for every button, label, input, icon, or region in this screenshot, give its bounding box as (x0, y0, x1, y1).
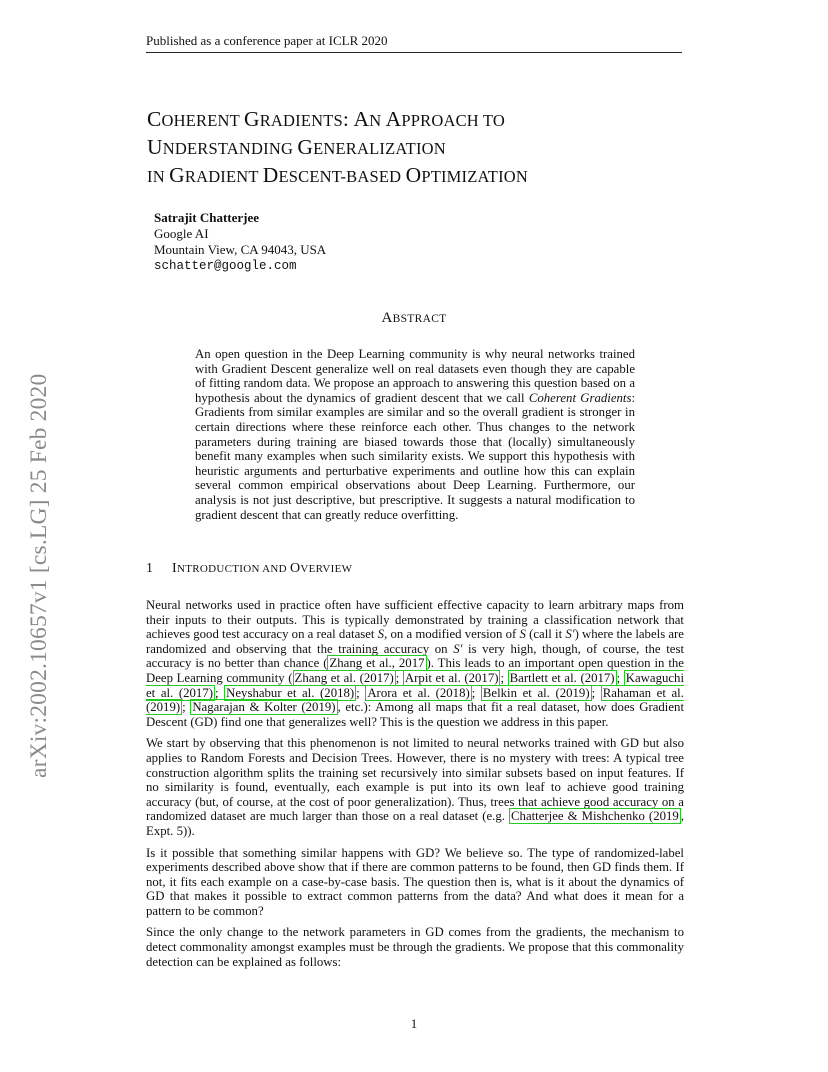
citation-link[interactable]: Zhang et al. (2017) (294, 670, 394, 685)
page-number: 1 (410, 1016, 418, 1031)
abstract-text (195, 347, 635, 522)
abstract-term: Coherent Gradients (528, 390, 632, 405)
math-symbol: S′ (565, 627, 575, 642)
arxiv-stamp: arXiv:2002.10657v1 [cs.LG] 25 Feb 2020 (26, 373, 52, 778)
title-line-3: IN GRADIENT DESCENT-BASED OPTIMIZATION (147, 163, 529, 187)
paper-title (147, 106, 707, 190)
abstract-part-1: An open question in the Deep Learning community is why neural networks trained with Gradient Descent generalize well on real datasets even though they are capable of fitting random data. We propose an approach to answering this question based on a hypothesis about the dynamics of gradient descent that we call (195, 347, 635, 405)
section-number: 1 (146, 561, 154, 576)
math-symbol: S′ (453, 641, 463, 656)
citation-link[interactable]: Arpit et al. (2017) (404, 670, 499, 685)
citation-link[interactable]: Chatterjee & Mishchenko (2019 (511, 809, 679, 824)
body-paragraph: Neural networks used in practice often have sufficient effective capacity to learn arbitrary maps from their inputs to their outputs. This is typically demonstrated by training a classification network that achieves good test accuracy on a real dataset S, on a modified version of S (call it S′) where the labels are randomized and observing that the training accuracy on S′ is very high, though, of course, the test accuracy is no better than chance ( Zhang et al., 2017 ). This leads to an important open question in the Deep Learning community ( Zhang et al. (2017) ; Arpit et al. (2017) ; Bartlett et al. (2017) ; Kawaguchi et al. (2017) ; Neyshabur et al. (2018) ; Arora et al. (2018) ; Belkin et al. (2019) ; Rahaman et al. (2019) ; Nagarajan & Kolter (2019) , etc.): Among all maps that fit a real dataset, how does Gradient Descent (GD) find one that generalizes well? This is the question we address in this paper. (146, 598, 685, 729)
body-paragraph: We start by observing that this phenomenon is not limited to neural networks trained with GD but also applies to Random Forests and Decision Trees. However, there is no mystery with trees: A typical tree construction algorithm splits the training set recursively into similar subsets based on input features. If no similarity is found, eventually, each example is put into its own leaf to achieve good training accuracy (but, of course, at the cost of poor generalization). Thus, trees that achieve good accuracy on a randomized dataset are much larger than those on a real dataset (e.g. Chatterjee & Mishchenko (2019 , Expt. 5)). (146, 736, 684, 838)
author-name: Satrajit Chatterjee (154, 210, 260, 225)
citation-link[interactable]: Zhang et al., 2017 (329, 656, 425, 671)
running-header: Published as a conference paper at ICLR 2020 (146, 33, 388, 48)
section-1-heading (146, 561, 352, 577)
body-paragraph: Since the only change to the network parameters in GD comes from the gradients, the mechanism to detect commonality amongst examples must be through the gradients. We propose that this commonality detection can be explained as follows: (146, 925, 684, 969)
author-affiliation: Google AI (154, 226, 209, 241)
math-symbol: S (519, 627, 526, 642)
author-block (154, 210, 326, 274)
body-paragraph: Is it possible that something similar happens with GD? We believe so. The type of randomized-label experiments described above show that if there are common patterns to be found, then GD finds them. If not, it fits each example on a case-by-case basis. The question then is, what is it about the dynamics of GD that makes it possible to extract common patterns from the data? And what does it mean for a pattern to be common? (146, 845, 684, 918)
author-email[interactable]: schatter@google.com (154, 259, 297, 273)
citation-link[interactable]: Rahaman et al. (2019) (146, 685, 684, 715)
citation-link[interactable]: Kawaguchi et al. (2017) (146, 670, 685, 700)
citation-link[interactable]: Arora et al. (2018) (367, 685, 470, 700)
citation-link[interactable]: Bartlett et al. (2017) (509, 670, 615, 685)
author-address: Mountain View, CA 94043, USA (154, 242, 327, 257)
math-symbol: S (377, 627, 385, 642)
abstract-heading-initial: A (381, 310, 393, 326)
citation-link[interactable]: Belkin et al. (2019) (482, 685, 590, 700)
title-line-2: UNDERSTANDING GENERALIZATION (147, 135, 446, 159)
header-rule (146, 52, 682, 53)
abstract-heading-rest: BSTRACT (392, 313, 447, 325)
citation-link[interactable]: Neyshabur et al. (2018) (226, 685, 355, 700)
citation-link[interactable]: Nagarajan & Kolter (2019) (192, 700, 336, 715)
body-text (146, 598, 684, 976)
section-title: INTRODUCTION AND OVERVIEW (172, 561, 353, 576)
abstract-part-2: : Gradients from similar examples are similar and so the overall gradient is stronger in certain directions where these reinforce each other. Thus changes to the network parameters during training are biased towards those that (locally) simultaneously benefit many examples when such similarity exists. We support this hypothesis with heuristic arguments and perturbative experiments and outline how this can explain several common empirical observations about Deep Learning. Furthermore, our analysis is not just descriptive, but prescriptive. It suggests a natural modification to gradient descent that can greatly reduce overfitting. (195, 390, 635, 522)
abstract-heading (0, 310, 828, 327)
title-line-1: COHERENT GRADIENTS: AN APPROACH TO (147, 107, 506, 131)
